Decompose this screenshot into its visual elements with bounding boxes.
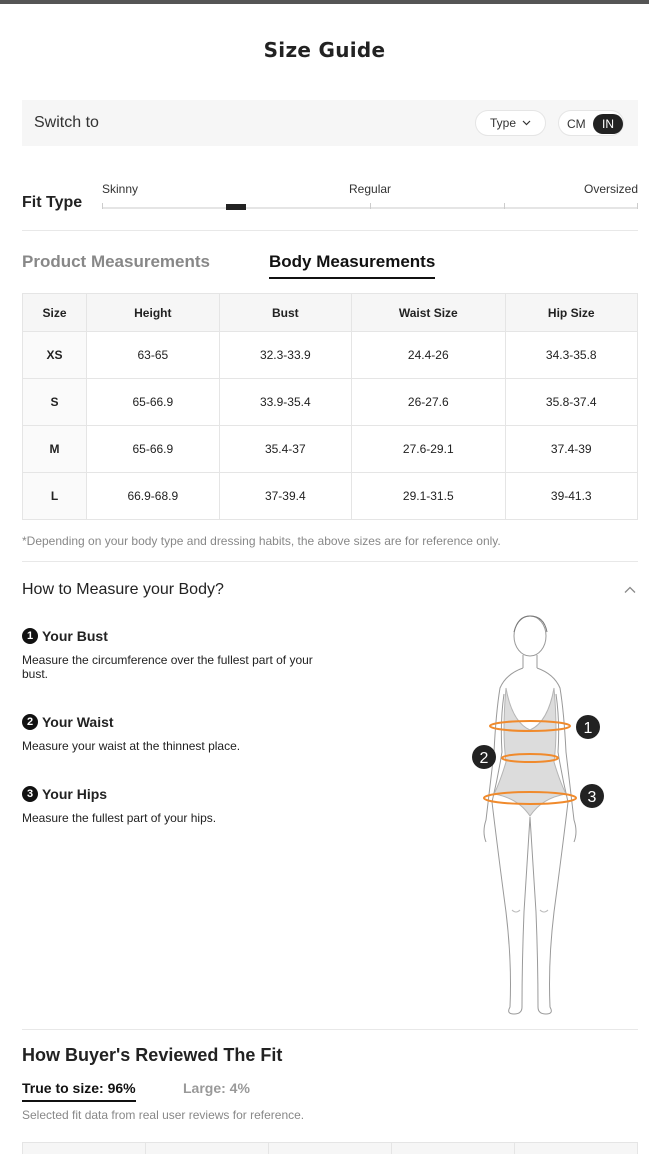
chevron-up-icon[interactable] <box>624 585 636 595</box>
table-cell: 32.3-33.9 <box>219 332 351 379</box>
table-cell: 27.6-29.1 <box>352 426 505 473</box>
size-table <box>22 293 638 520</box>
table-column-divider <box>268 1143 269 1154</box>
fit-skinny-label: Skinny <box>102 182 139 196</box>
fit-type-label: Fit Type <box>22 194 83 211</box>
table-cell: 35.8-37.4 <box>505 379 638 426</box>
divider <box>22 561 638 562</box>
figure-label-3: 3 <box>587 789 597 806</box>
table-cell: 26-27.6 <box>352 379 505 426</box>
table-cell: 37.4-39 <box>505 426 638 473</box>
table-cell: 34.3-35.8 <box>505 332 638 379</box>
reviews-note: Selected fit data from real user reviews for reference. <box>22 1108 305 1122</box>
tab-product-measurements[interactable]: Product Measurements <box>22 252 210 271</box>
divider <box>22 1029 638 1030</box>
number-badge: 1 <box>22 628 38 644</box>
switch-bar <box>22 100 638 146</box>
table-column-divider <box>514 1143 515 1154</box>
how-to-measure-title: How to Measure your Body? <box>22 581 224 598</box>
reviews-title: How Buyer's Reviewed The Fit <box>22 1045 283 1065</box>
tab-true-to-size[interactable]: True to size: 96% <box>22 1080 136 1102</box>
number-badge: 2 <box>22 714 38 730</box>
column-header: Bust <box>219 294 351 332</box>
step-title-text: Your Bust <box>42 628 108 644</box>
type-dropdown-button[interactable] <box>475 110 546 136</box>
fit-regular-label: Regular <box>349 182 392 196</box>
step-title-text: Your Hips <box>42 786 108 802</box>
fit-type-marker <box>226 204 246 210</box>
step-hips-title <box>22 786 107 802</box>
size-cell: S <box>23 379 87 426</box>
divider <box>22 230 638 231</box>
table-column-divider <box>145 1143 146 1154</box>
top-border <box>0 0 649 4</box>
size-cell: L <box>23 473 87 520</box>
column-header: Size <box>23 294 87 332</box>
tab-body-measurements[interactable]: Body Measurements <box>269 252 435 279</box>
tab-large[interactable]: Large: 4% <box>183 1080 250 1096</box>
column-header: Height <box>87 294 219 332</box>
fit-tick <box>370 203 371 209</box>
fit-oversized-label: Oversized <box>584 182 639 196</box>
page-title: Size Guide <box>263 38 386 62</box>
step-waist-title <box>22 714 114 730</box>
table-cell: 66.9-68.9 <box>87 473 219 520</box>
fit-tick <box>504 203 505 209</box>
fit-tick <box>102 203 103 209</box>
body-figure-illustration <box>462 612 612 1022</box>
switch-label: Switch to <box>34 114 99 131</box>
fit-tick <box>637 203 638 209</box>
table-row <box>23 379 638 426</box>
unit-toggle[interactable] <box>558 110 624 136</box>
table-cell: 39-41.3 <box>505 473 638 520</box>
figure-label-1: 1 <box>583 720 593 737</box>
step-bust-desc: Measure the circumference over the fullest part of your bust. <box>22 653 313 681</box>
reviews-table <box>22 1142 638 1154</box>
table-column-divider <box>391 1143 392 1154</box>
table-cell: 33.9-35.4 <box>219 379 351 426</box>
table-cell: 29.1-31.5 <box>352 473 505 520</box>
column-header: Waist Size <box>352 294 505 332</box>
table-cell: 37-39.4 <box>219 473 351 520</box>
type-label: Type <box>489 116 516 130</box>
unit-in-option[interactable]: IN <box>593 114 623 134</box>
table-cell: 35.4-37 <box>219 426 351 473</box>
table-cell: 63-65 <box>87 332 219 379</box>
column-header: Hip Size <box>505 294 638 332</box>
table-row <box>23 332 638 379</box>
table-cell: 24.4-26 <box>352 332 505 379</box>
number-badge: 3 <box>22 786 38 802</box>
table-row <box>23 426 638 473</box>
step-title-text: Your Waist <box>42 714 114 730</box>
unit-cm-option[interactable]: CM <box>567 117 586 131</box>
table-cell: 65-66.9 <box>87 379 219 426</box>
step-hips-desc: Measure the fullest part of your hips. <box>22 811 217 825</box>
table-cell: 65-66.9 <box>87 426 219 473</box>
figure-label-2: 2 <box>479 750 489 767</box>
chevron-down-icon <box>522 120 531 126</box>
size-cell: XS <box>23 332 87 379</box>
size-cell: M <box>23 426 87 473</box>
table-header-row <box>23 294 638 332</box>
step-waist-desc: Measure your waist at the thinnest place. <box>22 739 241 753</box>
step-bust-title <box>22 628 108 644</box>
table-row <box>23 473 638 520</box>
reference-note: *Depending on your body type and dressing habits, the above sizes are for reference only. <box>22 534 501 548</box>
